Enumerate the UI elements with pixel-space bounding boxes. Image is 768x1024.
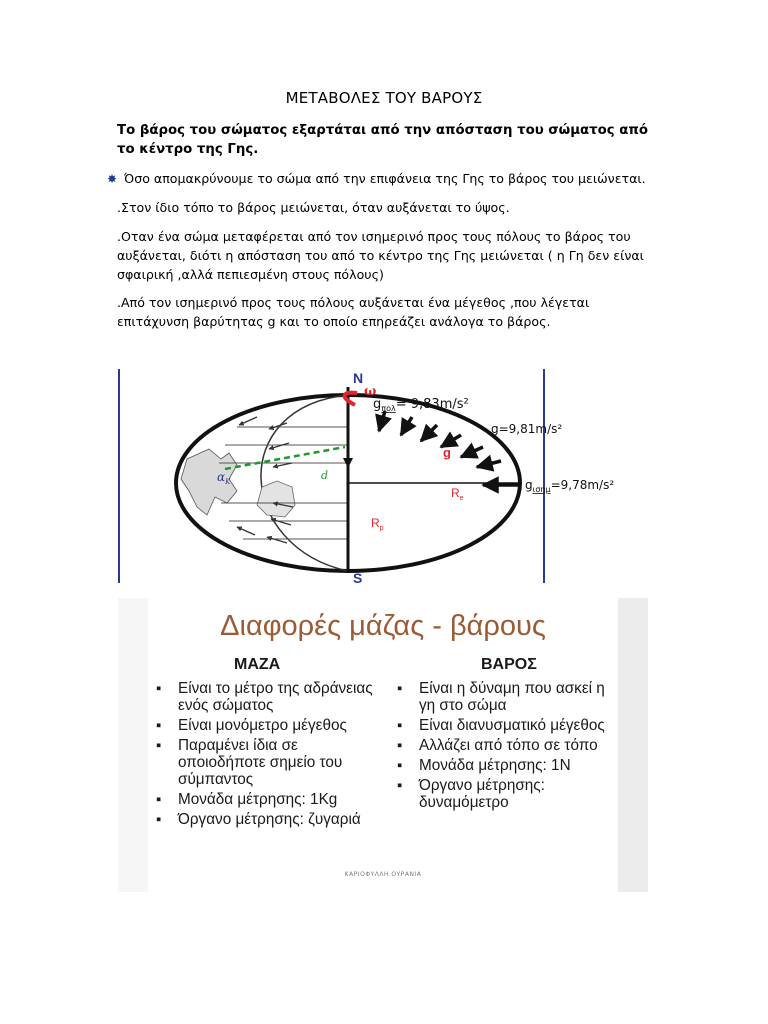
mass-item: ▪ Μονάδα μέτρησης: 1Kg [152,791,377,808]
intro-paragraph: Το βάρος του σώματος εξαρτάται από την απόσταση του σώματος από το κέντρο της Γης. [117,123,649,157]
bullet-text: Όσο απομακρύνουμε το σώμα από την επιφάνεια της Γης το βάρος του μειώνεται. [124,171,646,186]
weight-item: ▪ Μονάδα μέτρησης: 1Ν [393,757,618,774]
weight-list [393,680,618,811]
slide-title: Διαφορές μάζας - βάρους [220,610,546,642]
weight-item: ▪ Είναι η δύναμη που ασκεί η γη στο σώμα [393,680,618,714]
south-label: S [353,570,363,585]
paragraph-gravity: .Από τον ισημερινό προς τους πόλους αυξάνεται ένα μέγεθος ,που λέγεται επιτάχυνση βαρύτητας g και το οποίο επηρεάζει ανάλογα το βάρος. [117,295,590,329]
document-title: ΜΕΤΑΒΟΛΕΣ ΤΟΥ ΒΑΡΟΥΣ [285,89,483,107]
g-pole-label: $g_{\pi o\lambda}= 9,83m/s^2$ [373,397,469,413]
omega-label: ω [364,384,377,399]
mass-item: ▪ Είναι μονόμετρο μέγεθος [152,717,377,734]
re-label: $R_e$ [451,486,464,502]
paragraph-altitude: .Στον ίδιο τόπο το βάρος μειώνεται, όταν αυξάνεται το ύψος. [117,200,510,215]
earth-svg [117,367,645,585]
north-label: N [353,370,364,386]
rp-label: $R_p$ [371,516,384,532]
weight-item: ▪ Αλλάζει από τόπο σε τόπο [393,737,618,754]
mass-item: ▪ Είναι το μέτρο της αδράνειας ενός σώματος [152,680,377,714]
mass-weight-slide [118,598,648,892]
weight-column [393,656,618,814]
bullet-paragraph [107,169,667,189]
star-bullet-icon: ✸ [107,172,118,186]
mass-column [152,656,377,831]
ak-label: $\alpha_K$ [217,470,231,486]
slide-caption: ΚΑΡΙΟΦΥΛΛΗ ΟΥΡΑΝΙΑ [344,871,422,878]
mass-item: ▪ Παραμένει ίδια σε οποιοδήποτε σημείο του σύμπαντος [152,737,377,788]
g-equator-label: $g_{\iota\sigma\eta\mu}=9,78m/s^2$ [525,478,615,494]
mass-list [152,680,377,828]
weight-item: ▪ Όργανο μέτρησης: δυναμόμετρο [393,777,618,811]
d-label: d [321,469,329,482]
g-mid-label: g=9,81m/s² [491,422,563,436]
mass-item: ▪ Όργανο μέτρησης: ζυγαριά [152,811,377,828]
slide-edge [618,598,648,892]
mass-heading: ΜΑΖΑ [234,656,281,673]
slide-content [148,598,618,892]
earth-gravity-diagram [117,367,645,585]
g-red-label: g [443,445,451,460]
weight-item: ▪ Είναι διανυσματικό μέγεθος [393,717,618,734]
paragraph-poles: .Οταν ένα σώμα μεταφέρεται από τον ισημερινό προς τους πόλους το βάρος του αυξάνεται, διότι η απόσταση του από το κέντρο της Γης μειώνεται ( η Γη δεν είναι σφαιρική ,αλλά πεπιεσμένη στους πόλους) [117,229,644,282]
weight-heading: ΒΑΡΟΣ [481,656,537,673]
